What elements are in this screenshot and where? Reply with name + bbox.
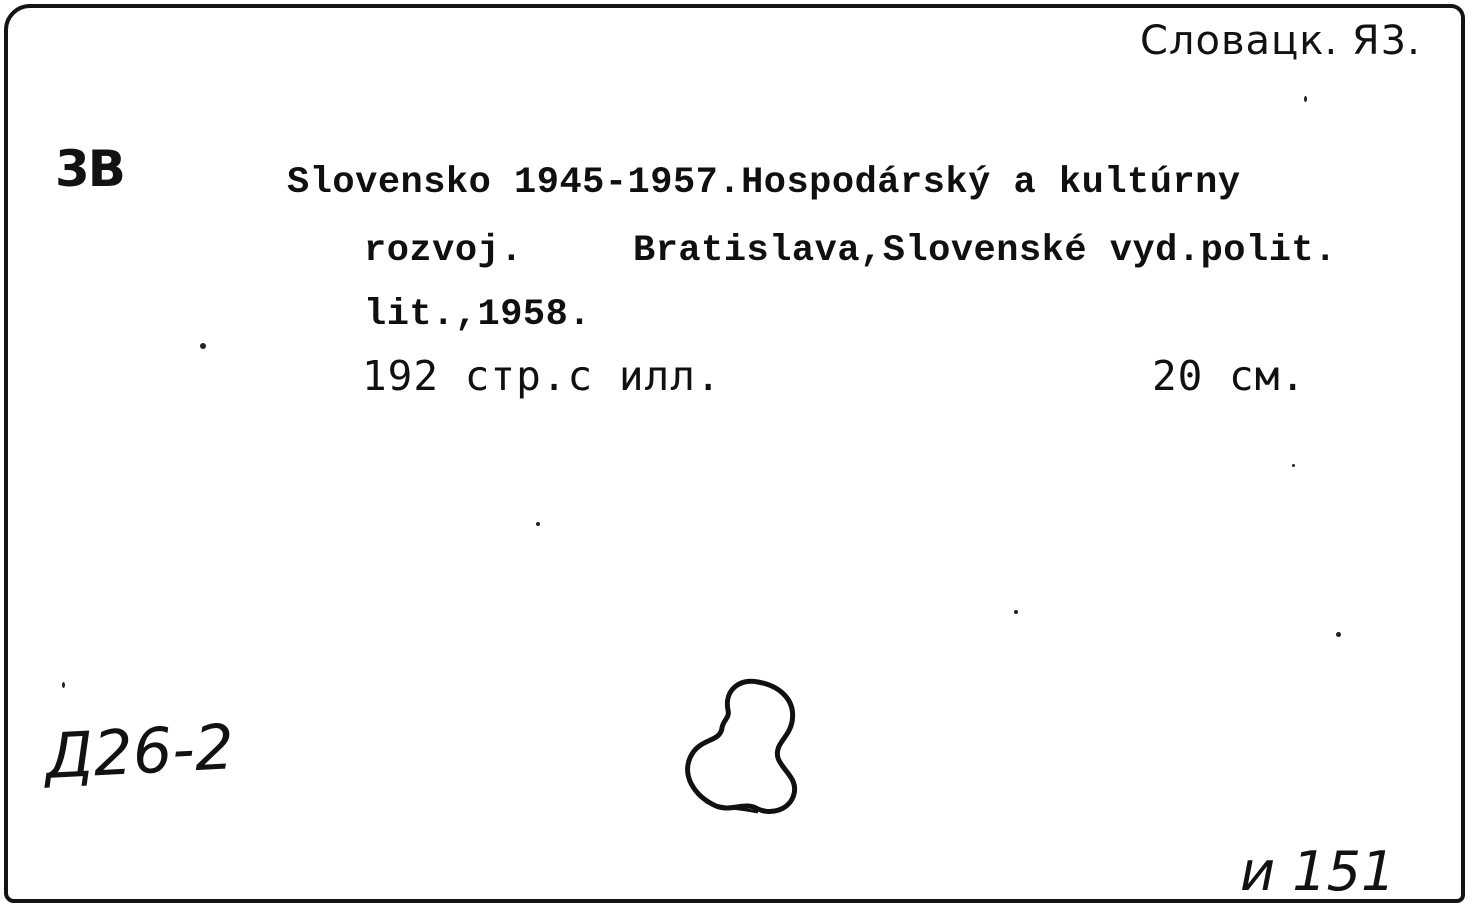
paper-speck [536,522,540,526]
entry-line-1: Slovensko 1945-1957.Hospodárský a kultúrny [287,162,1241,204]
entry-line-2-start: rozvoj. [364,230,523,272]
paper-speck [1336,632,1341,637]
library-stamp-icon [670,670,810,830]
entry-line-3: lit.,1958. [364,294,592,336]
shelf-mark: 3B [55,140,124,198]
paper-speck [1014,610,1018,614]
entry-line-2-publisher: Bratislava,Slovenské vyd.polit. [633,230,1337,272]
paper-speck [1292,464,1295,467]
inventory-number: Д26-2 [43,710,236,793]
page-count: 192 стр.с илл. [362,352,722,400]
paper-speck [62,682,65,688]
book-size: 20 см. [1152,352,1307,400]
paper-speck [1304,96,1307,102]
top-right-handwritten-note: Словацк. Я3. [1140,18,1421,64]
paper-speck [200,343,206,349]
bottom-right-handwritten-note: и 151 [1240,840,1396,903]
